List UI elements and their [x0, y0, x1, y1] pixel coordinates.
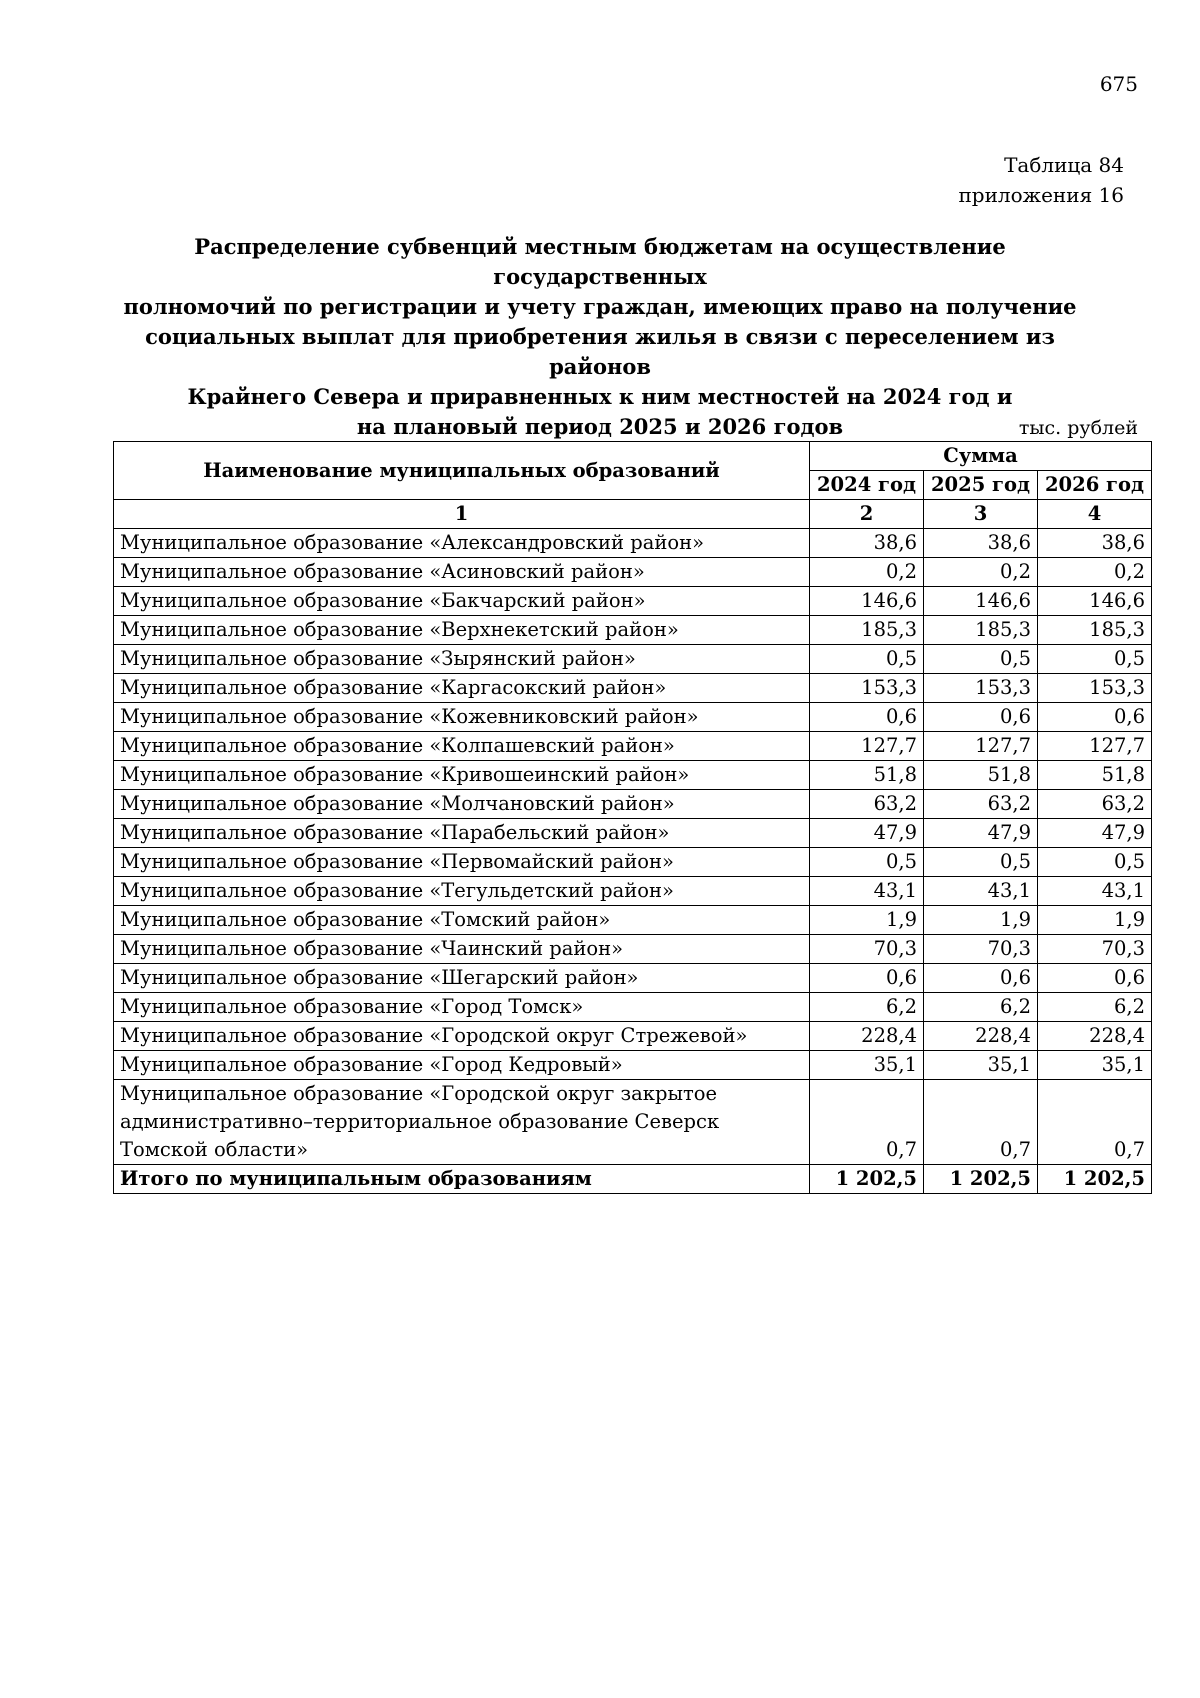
municipality-name: Муниципальное образование «Город Томск»	[114, 993, 810, 1022]
municipality-name: Муниципальное образование «Томский район»	[114, 906, 810, 935]
total-label: Итого по муниципальным образованиям	[114, 1165, 810, 1194]
column-number-row	[114, 500, 1152, 529]
municipality-name: Муниципальное образование «Чаинский район»	[114, 935, 810, 964]
municipality-name: Муниципальное образование «Молчановский район»	[114, 790, 810, 819]
table-row	[114, 993, 1152, 1022]
amount-cell: 146,6	[1038, 587, 1152, 616]
table-body	[114, 529, 1152, 1165]
amount-cell: 153,3	[1038, 674, 1152, 703]
title-line: полномочий по регистрации и учету граждан, имеющих право на получение	[123, 294, 1077, 319]
amount-cell: 47,9	[810, 819, 924, 848]
table-row	[114, 558, 1152, 587]
amount-cell: 51,8	[810, 761, 924, 790]
table-row	[114, 1080, 1152, 1165]
amount-cell: 0,6	[810, 703, 924, 732]
table-row	[114, 616, 1152, 645]
amount-cell: 63,2	[1038, 790, 1152, 819]
municipality-name: Муниципальное образование «Город Кедровый»	[114, 1051, 810, 1080]
amount-cell: 63,2	[924, 790, 1038, 819]
amount-cell: 6,2	[1038, 993, 1152, 1022]
amount-cell: 43,1	[924, 877, 1038, 906]
amount-cell: 43,1	[1038, 877, 1152, 906]
municipality-name: Муниципальное образование «Каргасокский район»	[114, 674, 810, 703]
amount-cell: 153,3	[810, 674, 924, 703]
header-name: Наименование муниципальных образований	[114, 442, 810, 500]
municipality-name: Муниципальное образование «Александровский район»	[114, 529, 810, 558]
amount-cell: 0,5	[810, 848, 924, 877]
amount-cell: 0,5	[924, 848, 1038, 877]
header-year: 2026 год	[1038, 471, 1152, 500]
table-row	[114, 587, 1152, 616]
amount-cell: 127,7	[810, 732, 924, 761]
amount-cell: 51,8	[924, 761, 1038, 790]
amount-cell: 228,4	[1038, 1022, 1152, 1051]
table-row	[114, 674, 1152, 703]
amount-cell: 185,3	[810, 616, 924, 645]
amount-cell: 38,6	[1038, 529, 1152, 558]
amount-cell: 185,3	[924, 616, 1038, 645]
table-row	[114, 848, 1152, 877]
header-sum: Сумма	[810, 442, 1152, 471]
column-number: 2	[810, 500, 924, 529]
amount-cell: 146,6	[924, 587, 1038, 616]
municipality-name: Муниципальное образование «Кожевниковский район»	[114, 703, 810, 732]
page-number: 675	[1099, 72, 1138, 96]
amount-cell: 0,2	[810, 558, 924, 587]
document-title	[110, 232, 1090, 442]
header-year: 2025 год	[924, 471, 1038, 500]
amount-cell: 47,9	[924, 819, 1038, 848]
municipality-name: Муниципальное образование «Верхнекетский район»	[114, 616, 810, 645]
municipality-name: Муниципальное образование «Зырянский район»	[114, 645, 810, 674]
amount-cell: 0,6	[924, 703, 1038, 732]
amount-cell: 35,1	[1038, 1051, 1152, 1080]
municipality-name: Муниципальное образование «Колпашевский район»	[114, 732, 810, 761]
table-row	[114, 703, 1152, 732]
municipality-name: Муниципальное образование «Бакчарский район»	[114, 587, 810, 616]
amount-cell: 38,6	[924, 529, 1038, 558]
amount-cell: 185,3	[1038, 616, 1152, 645]
total-value: 1 202,5	[1038, 1165, 1152, 1194]
amount-cell: 0,6	[1038, 964, 1152, 993]
amount-cell: 153,3	[924, 674, 1038, 703]
municipality-name: Муниципальное образование «Шегарский район»	[114, 964, 810, 993]
title-line: социальных выплат для приобретения жилья в связи с переселением из районов	[145, 324, 1055, 379]
amount-cell: 0,7	[810, 1080, 924, 1165]
amount-cell: 6,2	[924, 993, 1038, 1022]
table-row	[114, 935, 1152, 964]
title-line: Распределение субвенций местным бюджетам на осуществление государственных	[194, 234, 1006, 289]
amount-cell: 0,6	[924, 964, 1038, 993]
amount-cell: 70,3	[1038, 935, 1152, 964]
amount-cell: 35,1	[924, 1051, 1038, 1080]
units-label: тыс. рублей	[1018, 417, 1138, 439]
column-number: 1	[114, 500, 810, 529]
amount-cell: 1,9	[924, 906, 1038, 935]
amount-cell: 0,5	[924, 645, 1038, 674]
table-row	[114, 1051, 1152, 1080]
amount-cell: 38,6	[810, 529, 924, 558]
municipality-name: Муниципальное образование «Тегульдетский район»	[114, 877, 810, 906]
table-row	[114, 761, 1152, 790]
amount-cell: 0,7	[1038, 1080, 1152, 1165]
amount-cell: 43,1	[810, 877, 924, 906]
municipality-name: Муниципальное образование «Первомайский район»	[114, 848, 810, 877]
amount-cell: 0,5	[1038, 848, 1152, 877]
municipality-name: Муниципальное образование «Городской округ закрытое административно–территориальное образование Северск Томской области»	[114, 1080, 810, 1165]
amount-cell: 0,6	[1038, 703, 1152, 732]
amount-cell: 228,4	[924, 1022, 1038, 1051]
table-reference-line: приложения 16	[958, 183, 1124, 207]
column-number: 4	[1038, 500, 1152, 529]
title-line: на плановый период 2025 и 2026 годов	[356, 414, 844, 439]
subvention-table	[113, 441, 1152, 1194]
table-row	[114, 877, 1152, 906]
column-number: 3	[924, 500, 1038, 529]
municipality-name: Муниципальное образование «Парабельский район»	[114, 819, 810, 848]
table-row	[114, 790, 1152, 819]
amount-cell: 0,2	[1038, 558, 1152, 587]
municipality-name: Муниципальное образование «Асиновский район»	[114, 558, 810, 587]
amount-cell: 146,6	[810, 587, 924, 616]
amount-cell: 63,2	[810, 790, 924, 819]
amount-cell: 0,7	[924, 1080, 1038, 1165]
amount-cell: 127,7	[924, 732, 1038, 761]
amount-cell: 70,3	[810, 935, 924, 964]
table-row	[114, 819, 1152, 848]
table-row	[114, 906, 1152, 935]
total-value: 1 202,5	[810, 1165, 924, 1194]
amount-cell: 228,4	[810, 1022, 924, 1051]
table-row	[114, 732, 1152, 761]
table-row	[114, 1022, 1152, 1051]
total-value: 1 202,5	[924, 1165, 1038, 1194]
table-reference-line: Таблица 84	[1004, 153, 1124, 177]
amount-cell: 0,5	[810, 645, 924, 674]
amount-cell: 47,9	[1038, 819, 1152, 848]
table-row	[114, 964, 1152, 993]
municipality-name: Муниципальное образование «Городской округ Стрежевой»	[114, 1022, 810, 1051]
table-reference	[958, 150, 1124, 210]
amount-cell: 6,2	[810, 993, 924, 1022]
amount-cell: 127,7	[1038, 732, 1152, 761]
amount-cell: 1,9	[1038, 906, 1152, 935]
amount-cell: 0,6	[810, 964, 924, 993]
amount-cell: 1,9	[810, 906, 924, 935]
amount-cell: 0,2	[924, 558, 1038, 587]
amount-cell: 0,5	[1038, 645, 1152, 674]
table-row	[114, 645, 1152, 674]
total-row	[114, 1165, 1152, 1194]
title-line: Крайнего Севера и приравненных к ним местностей на 2024 год и	[187, 384, 1013, 409]
municipality-name: Муниципальное образование «Кривошеинский район»	[114, 761, 810, 790]
amount-cell: 35,1	[810, 1051, 924, 1080]
table-row	[114, 529, 1152, 558]
header-year: 2024 год	[810, 471, 924, 500]
header-row	[114, 442, 1152, 471]
amount-cell: 70,3	[924, 935, 1038, 964]
amount-cell: 51,8	[1038, 761, 1152, 790]
